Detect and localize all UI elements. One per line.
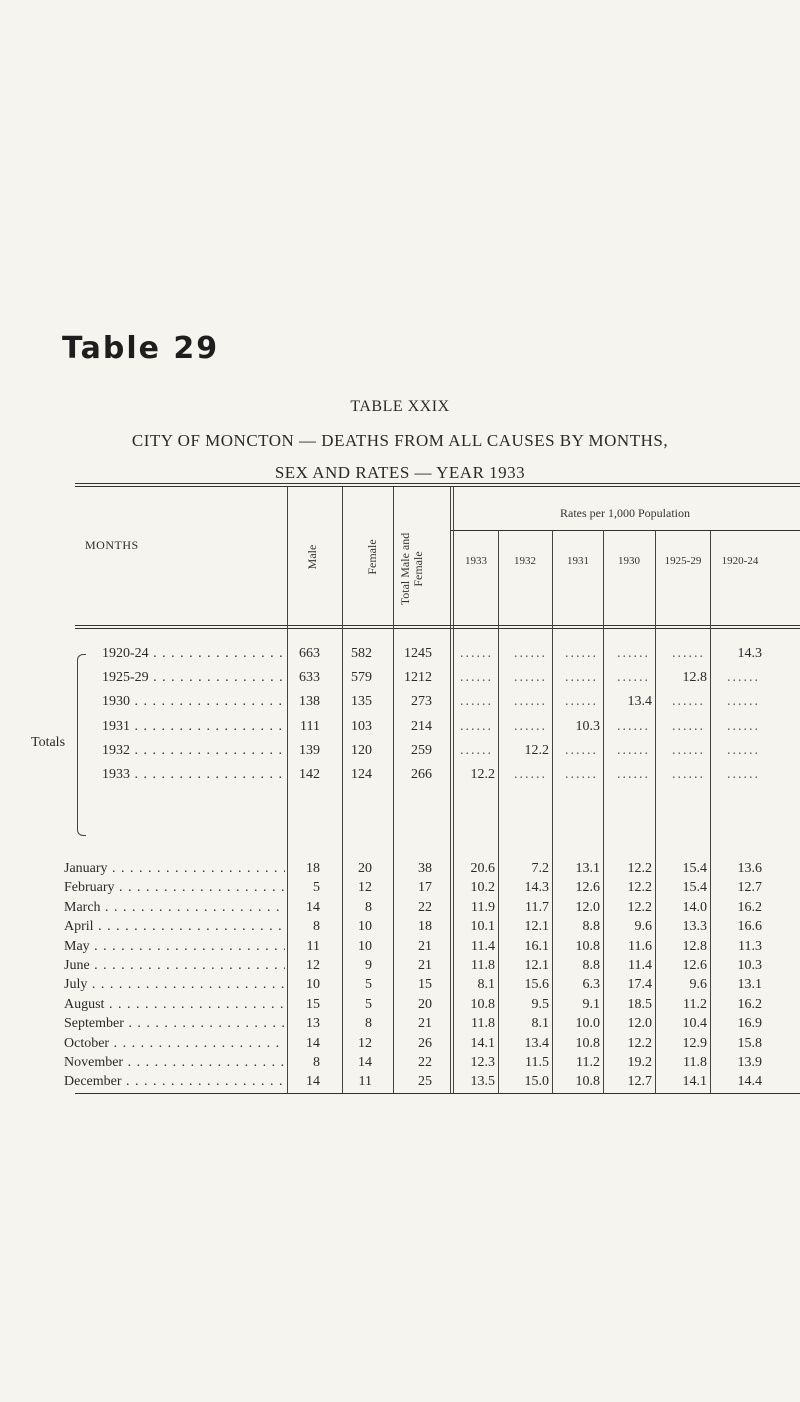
rate-value: 10.8 xyxy=(575,938,600,954)
total-count: 266 xyxy=(411,767,432,782)
rate-value: 8.1 xyxy=(477,977,495,993)
rate-value: 11.8 xyxy=(683,1055,707,1070)
leader-dots: ...... xyxy=(460,694,493,710)
rate-value: 13.6 xyxy=(737,861,762,876)
rate-value: 12.8 xyxy=(682,938,707,954)
rate-value: 14.3 xyxy=(524,880,549,896)
rate-value: 9.6 xyxy=(634,919,652,935)
rate-value: 10.8 xyxy=(575,1035,600,1051)
table-row xyxy=(0,646,800,666)
male-count: 111 xyxy=(300,718,320,734)
leader-dots: ...... xyxy=(565,646,598,661)
rate-value: 16.9 xyxy=(737,1016,762,1032)
table-row xyxy=(0,719,800,739)
rate-value: 12.2 xyxy=(627,1035,652,1051)
rate-value: 13.1 xyxy=(737,977,762,993)
total-count: 38 xyxy=(418,861,432,876)
leader-dots: ...... xyxy=(514,670,547,686)
male-count: 633 xyxy=(299,670,320,686)
male-count: 5 xyxy=(313,880,320,896)
rate-value: 20.6 xyxy=(470,861,495,876)
rate-value: 10.0 xyxy=(575,1016,600,1032)
rate-value: 11.4 xyxy=(628,958,652,973)
rate-value: 12.2 xyxy=(627,899,652,915)
rate-value: 6.3 xyxy=(582,977,600,993)
rate-year-header: 1931 xyxy=(567,555,589,567)
rate-value: 13.3 xyxy=(682,919,707,935)
leader-dots: ...... xyxy=(460,718,493,734)
leader-dots: ...... xyxy=(565,670,598,686)
male-count: 12 xyxy=(306,958,320,973)
rate-value: 11.5 xyxy=(525,1055,549,1070)
male-count: 10 xyxy=(306,977,320,993)
female-count: 124 xyxy=(351,767,372,782)
rate-value: 12.3 xyxy=(470,1055,495,1070)
table-row xyxy=(0,670,800,690)
male-count: 8 xyxy=(313,1055,320,1070)
rate-value: 14.3 xyxy=(737,646,762,661)
rate-value: 13.5 xyxy=(470,1074,495,1090)
leader-dots: ...... xyxy=(672,742,705,758)
rate-value: 15.8 xyxy=(737,1035,762,1051)
total-count: 21 xyxy=(418,1016,432,1032)
row-label: July . . . xyxy=(64,977,285,993)
female-count: 120 xyxy=(351,742,372,758)
total-count: 25 xyxy=(418,1074,432,1090)
rate-value: 16.2 xyxy=(737,996,762,1012)
leader-dots: ...... xyxy=(565,694,598,710)
total-header: Total Male and Female xyxy=(398,532,425,606)
male-count: 142 xyxy=(299,767,320,782)
rate-value: 11.7 xyxy=(525,899,549,915)
table-row xyxy=(0,694,800,714)
rate-value: 16.1 xyxy=(524,938,549,954)
male-count: 663 xyxy=(299,646,320,661)
female-count: 10 xyxy=(358,919,372,935)
row-label: 1932 . . . xyxy=(102,743,285,759)
row-label: February . . . xyxy=(64,880,285,896)
leader-dots: ...... xyxy=(460,742,493,758)
male-count: 14 xyxy=(306,1035,320,1051)
rate-value: 10.1 xyxy=(470,919,495,935)
rate-year-header: 1932 xyxy=(514,555,536,567)
rate-value: 7.2 xyxy=(531,861,549,876)
total-count: 22 xyxy=(418,1055,432,1070)
row-label: 1933 . . . xyxy=(102,767,285,783)
male-count: 11 xyxy=(306,938,320,954)
leader-dots: ...... xyxy=(514,767,547,782)
table-row xyxy=(0,1016,800,1036)
rate-value: 9.1 xyxy=(582,996,600,1012)
leader-dots: ...... xyxy=(672,718,705,734)
rate-value: 9.5 xyxy=(531,996,549,1012)
rate-value: 10.8 xyxy=(470,996,495,1012)
total-count: 259 xyxy=(411,742,432,758)
table-row xyxy=(0,1036,800,1056)
rate-value: 12.6 xyxy=(682,958,707,973)
rate-year-header: 1933 xyxy=(465,555,487,567)
female-count: 582 xyxy=(351,646,372,661)
rate-value: 12.2 xyxy=(524,742,549,758)
rate-value: 8.8 xyxy=(582,958,600,973)
rate-value: 9.6 xyxy=(689,977,707,993)
table-row xyxy=(0,767,800,787)
rates-group-header: Rates per 1,000 Population xyxy=(560,506,690,520)
leader-dots: ...... xyxy=(617,646,650,661)
total-count: 17 xyxy=(418,880,432,896)
leader-dots: ...... xyxy=(672,694,705,710)
leader-dots: ...... xyxy=(727,718,760,734)
rate-value: 14.1 xyxy=(470,1035,495,1051)
rates-header-rule xyxy=(450,530,800,531)
leader-dots: ...... xyxy=(514,718,547,734)
rate-value: 12.1 xyxy=(524,958,549,973)
leader-dots: ...... xyxy=(672,646,705,661)
female-count: 20 xyxy=(358,861,372,876)
bottom-rule xyxy=(75,1093,800,1094)
table-row xyxy=(0,958,800,978)
female-count: 10 xyxy=(358,938,372,954)
leader-dots: ...... xyxy=(565,767,598,782)
rate-value: 10.2 xyxy=(470,880,495,896)
total-count: 273 xyxy=(411,694,432,710)
male-count: 8 xyxy=(313,919,320,935)
leader-dots: ...... xyxy=(672,767,705,782)
rate-value: 12.8 xyxy=(682,670,707,686)
table-banner: Table 29 xyxy=(62,331,220,366)
male-count: 18 xyxy=(306,861,320,876)
rate-value: 11.8 xyxy=(471,958,495,973)
row-label: 1920-24 . . . xyxy=(102,646,285,662)
top-rule xyxy=(75,483,800,484)
months-header: MONTHS xyxy=(85,538,139,552)
rate-value: 10.4 xyxy=(682,1016,707,1032)
rate-value: 12.1 xyxy=(524,919,549,935)
total-count: 21 xyxy=(418,958,432,973)
male-count: 15 xyxy=(306,996,320,1012)
row-label: January . . . xyxy=(64,861,285,877)
table-number-title: TABLE XXIX xyxy=(350,398,450,415)
rate-value: 11.6 xyxy=(628,938,652,954)
rate-value: 11.2 xyxy=(576,1055,600,1070)
female-count: 135 xyxy=(351,694,372,710)
total-count: 22 xyxy=(418,899,432,915)
female-count: 8 xyxy=(365,1016,372,1032)
total-count: 1245 xyxy=(404,646,432,661)
table-row xyxy=(0,900,800,920)
rate-value: 14.1 xyxy=(682,1074,707,1090)
male-header: Male xyxy=(305,544,319,570)
female-count: 12 xyxy=(358,1035,372,1051)
leader-dots: ...... xyxy=(727,767,760,782)
rate-value: 10.3 xyxy=(737,958,762,973)
header-bottom-rule-2 xyxy=(75,628,800,629)
table-row xyxy=(0,1055,800,1075)
row-label: December . . . xyxy=(64,1074,285,1090)
rate-value: 12.0 xyxy=(575,899,600,915)
rate-value: 12.7 xyxy=(627,1074,652,1090)
leader-dots: ...... xyxy=(460,670,493,686)
leader-dots: ...... xyxy=(617,670,650,686)
rate-value: 12.2 xyxy=(627,880,652,896)
rate-value: 14.0 xyxy=(682,899,707,915)
male-count: 14 xyxy=(306,899,320,915)
rate-value: 16.6 xyxy=(737,919,762,935)
rate-value: 15.0 xyxy=(524,1074,549,1090)
row-label: 1931 . . . xyxy=(102,719,285,735)
female-count: 11 xyxy=(358,1074,372,1090)
total-count: 214 xyxy=(411,718,432,734)
rate-value: 12.0 xyxy=(627,1016,652,1032)
rate-value: 13.4 xyxy=(627,694,652,710)
total-count: 20 xyxy=(418,996,432,1012)
rate-value: 11.2 xyxy=(683,996,707,1012)
rate-value: 15.4 xyxy=(682,861,707,876)
totals-label: Totals xyxy=(31,735,66,750)
rate-value: 13.9 xyxy=(737,1055,762,1070)
rate-value: 10.3 xyxy=(575,718,600,734)
leader-dots: ...... xyxy=(514,694,547,710)
leader-dots: ...... xyxy=(460,646,493,661)
leader-dots: ...... xyxy=(727,694,760,710)
header-bottom-rule xyxy=(75,625,800,626)
rate-value: 13.1 xyxy=(575,861,600,876)
leader-dots: ...... xyxy=(727,742,760,758)
row-label: April . . . xyxy=(64,919,285,935)
total-count: 26 xyxy=(418,1035,432,1051)
rate-value: 11.9 xyxy=(471,899,495,915)
male-count: 13 xyxy=(306,1016,320,1032)
female-count: 5 xyxy=(365,977,372,993)
rate-value: 12.2 xyxy=(627,861,652,876)
rate-value: 19.2 xyxy=(627,1055,652,1070)
female-count: 5 xyxy=(365,996,372,1012)
male-count: 138 xyxy=(299,694,320,710)
row-label: August . . . xyxy=(64,997,285,1013)
row-label: 1925-29 . . . xyxy=(102,670,285,686)
female-count: 9 xyxy=(365,958,372,973)
rate-value: 14.4 xyxy=(737,1074,762,1090)
rate-value: 12.7 xyxy=(737,880,762,896)
total-count: 21 xyxy=(418,938,432,954)
table-row xyxy=(0,977,800,997)
leader-dots: ...... xyxy=(617,767,650,782)
rate-year-header: 1925-29 xyxy=(664,555,702,567)
leader-dots: ...... xyxy=(617,742,650,758)
row-label: March . . . xyxy=(64,900,285,916)
table-row xyxy=(0,880,800,900)
row-label: November . . . xyxy=(64,1055,285,1071)
rate-value: 12.6 xyxy=(575,880,600,896)
rate-value: 13.4 xyxy=(524,1035,549,1051)
rate-value: 16.2 xyxy=(737,899,762,915)
leader-dots: ...... xyxy=(617,718,650,734)
total-count: 15 xyxy=(418,977,432,993)
female-count: 12 xyxy=(358,880,372,896)
rate-year-header: 1920-24 xyxy=(721,555,759,567)
row-label: 1930 . . . xyxy=(102,694,285,710)
rate-value: 8.8 xyxy=(582,919,600,935)
rate-value: 17.4 xyxy=(627,977,652,993)
row-label: May . . . xyxy=(64,939,285,955)
rate-value: 12.2 xyxy=(470,767,495,782)
rate-value: 11.4 xyxy=(471,938,495,954)
table-title-line-1: CITY OF MONCTON — DEATHS FROM ALL CAUSES BY MONTHS, xyxy=(131,431,669,450)
table-row xyxy=(0,861,800,881)
table-row xyxy=(0,919,800,939)
top-rule-2 xyxy=(75,486,800,487)
table-row xyxy=(0,743,800,763)
leader-dots: ...... xyxy=(727,670,760,686)
rate-value: 15.6 xyxy=(524,977,549,993)
table-row xyxy=(0,1074,800,1094)
rate-value: 18.5 xyxy=(627,996,652,1012)
female-count: 8 xyxy=(365,899,372,915)
row-label: June . . . xyxy=(64,958,285,974)
rate-year-header: 1930 xyxy=(618,555,640,567)
row-label: October . . . xyxy=(64,1036,285,1052)
rate-value: 12.9 xyxy=(682,1035,707,1051)
male-count: 139 xyxy=(299,742,320,758)
leader-dots: ...... xyxy=(565,742,598,758)
total-count: 1212 xyxy=(404,670,432,686)
total-count: 18 xyxy=(418,919,432,935)
female-count: 103 xyxy=(351,718,372,734)
female-count: 579 xyxy=(351,670,372,686)
table-row xyxy=(0,939,800,959)
table-title-line-2: SEX AND RATES — YEAR 1933 xyxy=(274,463,526,482)
table-row xyxy=(0,997,800,1017)
row-label: September . . . xyxy=(64,1016,285,1032)
female-header: Female xyxy=(365,539,379,575)
female-count: 14 xyxy=(358,1055,372,1070)
rate-value: 11.8 xyxy=(471,1016,495,1032)
rate-value: 10.8 xyxy=(575,1074,600,1090)
rate-value: 15.4 xyxy=(682,880,707,896)
leader-dots: ...... xyxy=(514,646,547,661)
rate-value: 11.3 xyxy=(738,938,762,954)
male-count: 14 xyxy=(306,1074,320,1090)
rate-value: 8.1 xyxy=(531,1016,549,1032)
